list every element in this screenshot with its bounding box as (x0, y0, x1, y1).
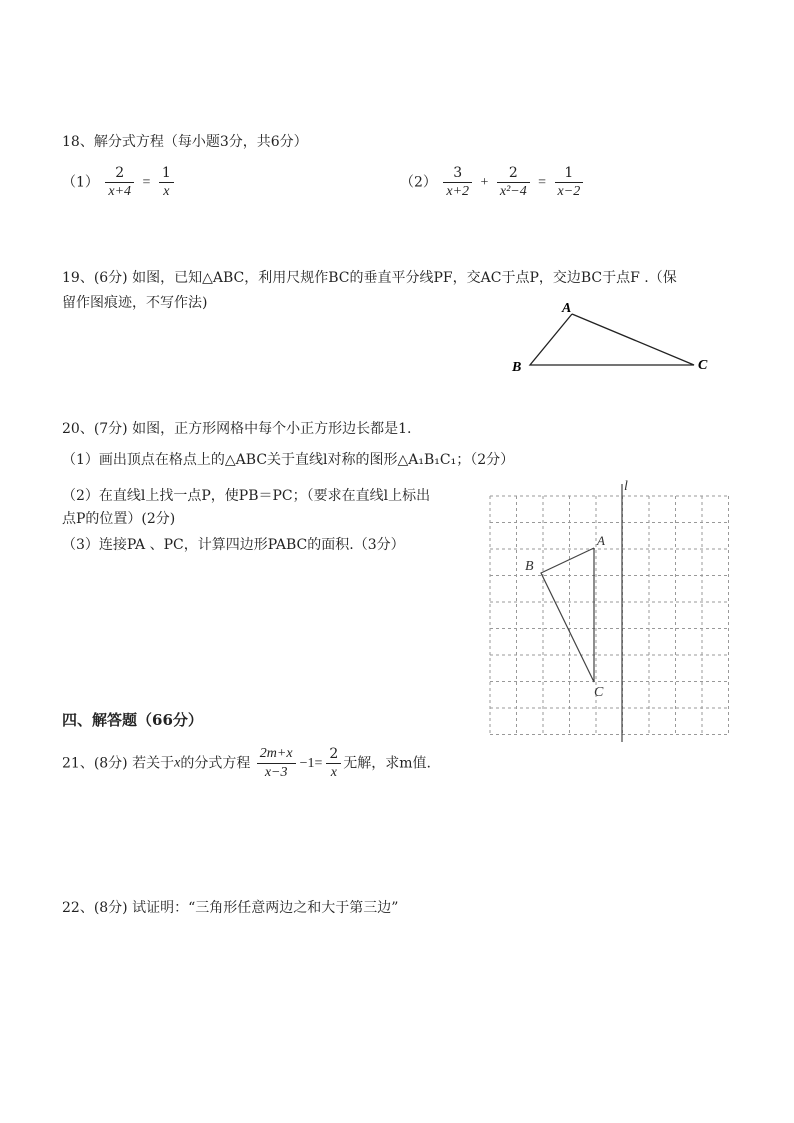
grid-vertex-b-label: B (525, 559, 534, 574)
numerator: 2 (326, 745, 341, 764)
q20-sub3: （3）连接PA 、PC，计算四边形PABC的面积.（3分） (62, 537, 405, 553)
q20-sub2-line2: 点P的位置）(2分) (62, 511, 176, 527)
equals-sign: = (538, 174, 547, 190)
q19-line2: 留作图痕迹，不写作法) (62, 295, 208, 311)
q21-var-x: x (174, 755, 181, 771)
q18-part2-frac2 (497, 164, 530, 201)
numerator: 1 (555, 164, 584, 183)
numerator: 3 (443, 164, 472, 183)
q19-triangle-figure (500, 296, 730, 378)
denominator: x−2 (557, 184, 581, 199)
q21-middle-text: 的分式方程 (180, 755, 251, 772)
denominator: x+4 (108, 184, 132, 199)
q21-suffix: 无解，求m值. (343, 755, 432, 772)
vertex-b-label: B (512, 360, 522, 375)
q18-part1 (62, 164, 176, 201)
grid-vertex-a-label: A (597, 533, 605, 548)
q18-part2-frac3 (555, 164, 584, 201)
q19-line1: 19、(6分) 如图，已知△ABC，利用尺规作BC的垂直平分线PF，交AC于点P，交边BC于点F .（保 (62, 270, 677, 286)
q18-part1-frac1 (105, 164, 134, 201)
denominator: x²−4 (499, 184, 527, 199)
plus-sign: + (480, 174, 489, 190)
q21 (62, 745, 431, 782)
q20-grid-figure (484, 476, 734, 746)
denominator: x+2 (446, 184, 470, 199)
q20-title: 20、(7分) 如图，正方形网格中每个小正方形边长都是1. (62, 421, 412, 437)
triangle-abc (530, 314, 694, 365)
numerator: 2 (497, 164, 530, 183)
denominator: x (163, 184, 170, 199)
q18-part2-label: （2） (400, 174, 437, 191)
q18-title: 18、解分式方程（每小题3分，共6分） (62, 134, 308, 150)
q18-part2 (400, 164, 585, 201)
square-grid (490, 496, 729, 735)
triangle-abc-grid (541, 548, 594, 682)
q21-frac2 (326, 745, 341, 782)
minus-one-equals: −1= (299, 755, 323, 771)
vertex-a-label: A (562, 301, 572, 316)
grid-vertex-c-label: C (594, 685, 604, 700)
numerator: 1 (159, 164, 174, 183)
line-l-label: l (624, 479, 628, 494)
denominator: x (330, 765, 337, 780)
q21-prefix: 21、(8分) 若关于 (62, 755, 175, 772)
q18-part1-frac2 (159, 164, 174, 201)
numerator: 2m+x (257, 745, 296, 764)
numerator: 2 (105, 164, 134, 183)
q20-sub2-line1: （2）在直线l上找一点P，使PB＝PC；（要求在直线l上标出 (62, 488, 431, 504)
equals-sign: = (142, 174, 151, 190)
q18-part2-frac1 (443, 164, 472, 201)
section-heading: 四、解答题（66分） (62, 711, 203, 729)
q21-frac1 (257, 745, 296, 782)
denominator: x−3 (264, 765, 288, 780)
q20-sub1: （1）画出顶点在格点上的△ABC关于直线l对称的图形△A₁B₁C₁；（2分） (62, 452, 515, 468)
q18-part1-label: （1） (62, 174, 99, 191)
q22-text: 22、(8分) 试证明：“三角形任意两边之和大于第三边” (62, 900, 399, 916)
vertex-c-label: C (698, 358, 708, 373)
